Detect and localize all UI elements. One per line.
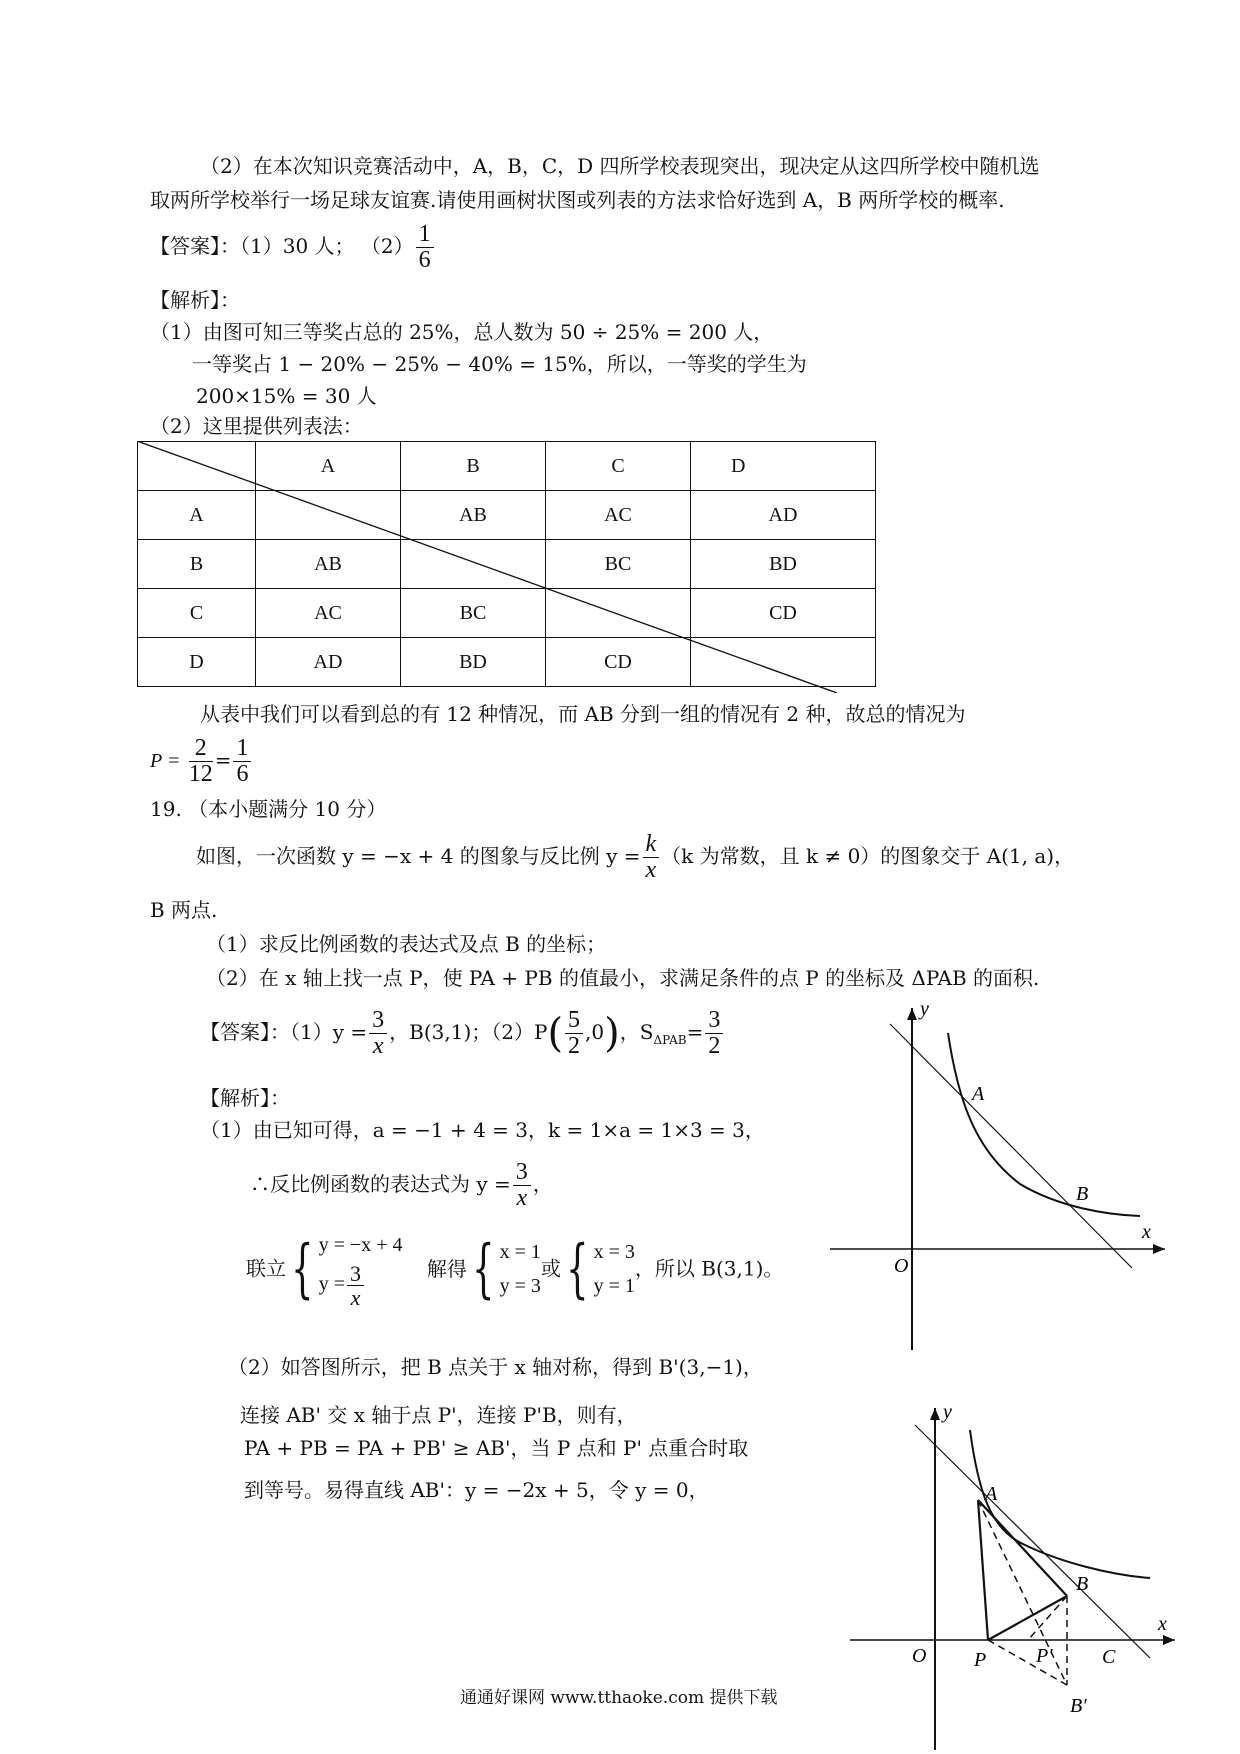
- q18-s1-line1: （1）由图可知三等奖占总的 25%，总人数为 50 ÷ 25% = 200 人，: [150, 320, 774, 344]
- point-b-prime-label: B': [1070, 1695, 1087, 1717]
- origin-label: O: [894, 1255, 909, 1277]
- table-cell: AB: [401, 491, 546, 540]
- segment-bp-prime: [1028, 1596, 1067, 1640]
- q19-stem-line2: B 两点.: [150, 898, 218, 922]
- point-c-label: C: [1102, 1646, 1116, 1668]
- a1-fraction: $\frac{3}{x}$: [513, 1160, 531, 1211]
- q19-stem-line1: 如图，一次函数 y = −x + 4 的图象与反比例 y = $\frac{k}{x}$ （k 为常数，且 k ≠ 0）的图象交于 A(1, a)，: [196, 831, 1075, 884]
- page-footer: 通通好课网 www.tthaoke.com 提供下载: [460, 1688, 778, 1708]
- q18-s1-line3: 200×15% = 30 人: [196, 384, 377, 408]
- q19-a1-line1: （1）由已知可得，a = −1 + 4 = 3，k = 1×a = 1×3 = 3，: [200, 1118, 765, 1142]
- table-diagonal-line: [137, 441, 837, 693]
- q18-conclusion: 从表中我们可以看到总的有 12 种情况，而 AB 分到一组的情况有 2 种，故总的情况为: [200, 702, 966, 726]
- point-b-label: B: [1076, 1183, 1089, 1205]
- q18-part2-line1: （2）在本次知识竞赛活动中，A，B，C，D 四所学校表现突出，现决定从这四所学校中随机选: [200, 154, 1040, 178]
- figure-1-graph: [820, 1000, 1170, 1360]
- x-label: x: [1142, 1221, 1151, 1243]
- linear-function-line: [890, 1024, 1132, 1268]
- q19-a2-line1: （2）如答图所示，把 B 点关于 x 轴对称，得到 B'(3,−1)，: [228, 1355, 763, 1379]
- q18-s2-intro: （2）这里提供列表法：: [150, 414, 363, 438]
- q18-part2-line2: 取两所学校举行一场足球友谊赛.请使用画树状图或列表的方法求恰好选到 A，B 两所学校的概率.: [150, 188, 1005, 212]
- table-cell: C: [138, 589, 256, 638]
- table-header-cell: C: [546, 442, 691, 491]
- table-cell: BD: [401, 638, 546, 687]
- table-cell: D: [138, 638, 256, 687]
- q19-answer: 【答案】：（1）y = $\frac{3}{x}$ ，B(3,1)；（2）P( $\frac{5}{2}$ ,0)，$S_{\Delta PAB}=$ $\frac{3}{2}$: [200, 1008, 725, 1059]
- q18-answer: [150, 222, 436, 273]
- point-a-label: A: [972, 1083, 985, 1105]
- answer-text: （1）30 人； （2）: [240, 234, 414, 259]
- origin-label: O: [912, 1645, 927, 1667]
- q19-a2-line3: PA + PB = PA + PB' ≥ AB'，当 P 点和 P' 点重合时取: [244, 1436, 749, 1460]
- probability-fraction-2: $\frac{1}{6}$: [233, 736, 251, 787]
- answer-label: 【答案】：: [150, 234, 240, 259]
- point-p-label: P: [974, 1649, 987, 1671]
- table-header-cell: B: [401, 442, 546, 491]
- q18-probability: P = $\frac{2}{12}$ = $\frac{1}{6}$: [150, 736, 253, 787]
- table-cell: B: [138, 540, 256, 589]
- table-cell: BC: [401, 589, 546, 638]
- y-axis-arrow-icon: [907, 1008, 917, 1020]
- x-axis-arrow-icon: [1153, 1244, 1165, 1254]
- point-b-label: B: [1076, 1573, 1089, 1595]
- table-cell: CD: [546, 638, 691, 687]
- q19-a2-line2: 连接 AB' 交 x 轴于点 P'，连接 P'B，则有，: [240, 1403, 637, 1427]
- q19-a2-line4: 到等号。易得直线 AB'：y = −2x + 5，令 y = 0，: [244, 1478, 709, 1502]
- q19-system: 联立{ y = −x + 4 y = $\frac{3}{x}$ 解得{ x = 1 y = 3 或{ x = 3 y = 1 ，所以 B(3,1)。: [246, 1231, 784, 1311]
- table-cell: BC: [546, 540, 691, 589]
- segment-ab: [978, 1500, 1067, 1596]
- table-header-cell: A: [256, 442, 401, 491]
- segment-ab-prime: [978, 1500, 1067, 1685]
- stem-fraction: $\frac{k}{x}$: [643, 832, 660, 883]
- hyperbola-curve: [948, 1033, 1140, 1216]
- table-cell: AC: [546, 491, 691, 540]
- table-cell: AC: [256, 589, 401, 638]
- answer-fraction-s: $\frac{3}{2}$: [705, 1008, 723, 1059]
- point-a-label: A: [985, 1483, 998, 1505]
- x-label: x: [1158, 1613, 1167, 1635]
- answer-fraction-p: $\frac{5}{2}$: [565, 1008, 583, 1059]
- answer-fraction: $\frac{1}{6}$: [416, 222, 434, 273]
- x-axis-arrow-icon: [1163, 1635, 1175, 1645]
- linear-function-line: [915, 1425, 1150, 1658]
- answer-fraction-y: $\frac{3}{x}$: [369, 1008, 387, 1059]
- q18-analysis-label: 【解析】：: [150, 288, 240, 312]
- q18-s1-line2: 一等奖占 1 − 20% − 25% − 40% = 15%，所以，一等奖的学生为: [192, 352, 807, 376]
- q19-a1-line2: ∴反比例函数的表达式为 y = $\frac{3}{x}$ ，: [250, 1159, 553, 1212]
- y-label: y: [943, 1401, 952, 1423]
- table-cell: CD: [691, 589, 876, 638]
- y-label: y: [920, 1000, 929, 1020]
- table-cell: BD: [691, 540, 876, 589]
- figure-2-graph: [840, 1400, 1180, 1754]
- q19-ask1: （1）求反比例函数的表达式及点 B 的坐标；: [206, 932, 607, 956]
- segment-pb-prime: [988, 1640, 1067, 1685]
- q19-ask2: （2）在 x 轴上找一点 P，使 PA + PB 的值最小，求满足条件的点 P 的坐标及 ΔPAB 的面积.: [206, 966, 1040, 990]
- table-cell: AD: [691, 491, 876, 540]
- y-axis-arrow-icon: [930, 1408, 940, 1420]
- q19-analysis-label: 【解析】：: [200, 1086, 290, 1110]
- q19-title: 19. （本小题满分 10 分）: [150, 797, 387, 821]
- table-header-cell: D: [691, 442, 876, 491]
- segment-pa: [978, 1500, 988, 1640]
- point-p-prime-label: P': [1036, 1645, 1053, 1667]
- table-cell: AB: [256, 540, 401, 589]
- table-cell: A: [138, 491, 256, 540]
- table-cell: AD: [256, 638, 401, 687]
- probability-fraction-1: $\frac{2}{12}$: [188, 735, 213, 788]
